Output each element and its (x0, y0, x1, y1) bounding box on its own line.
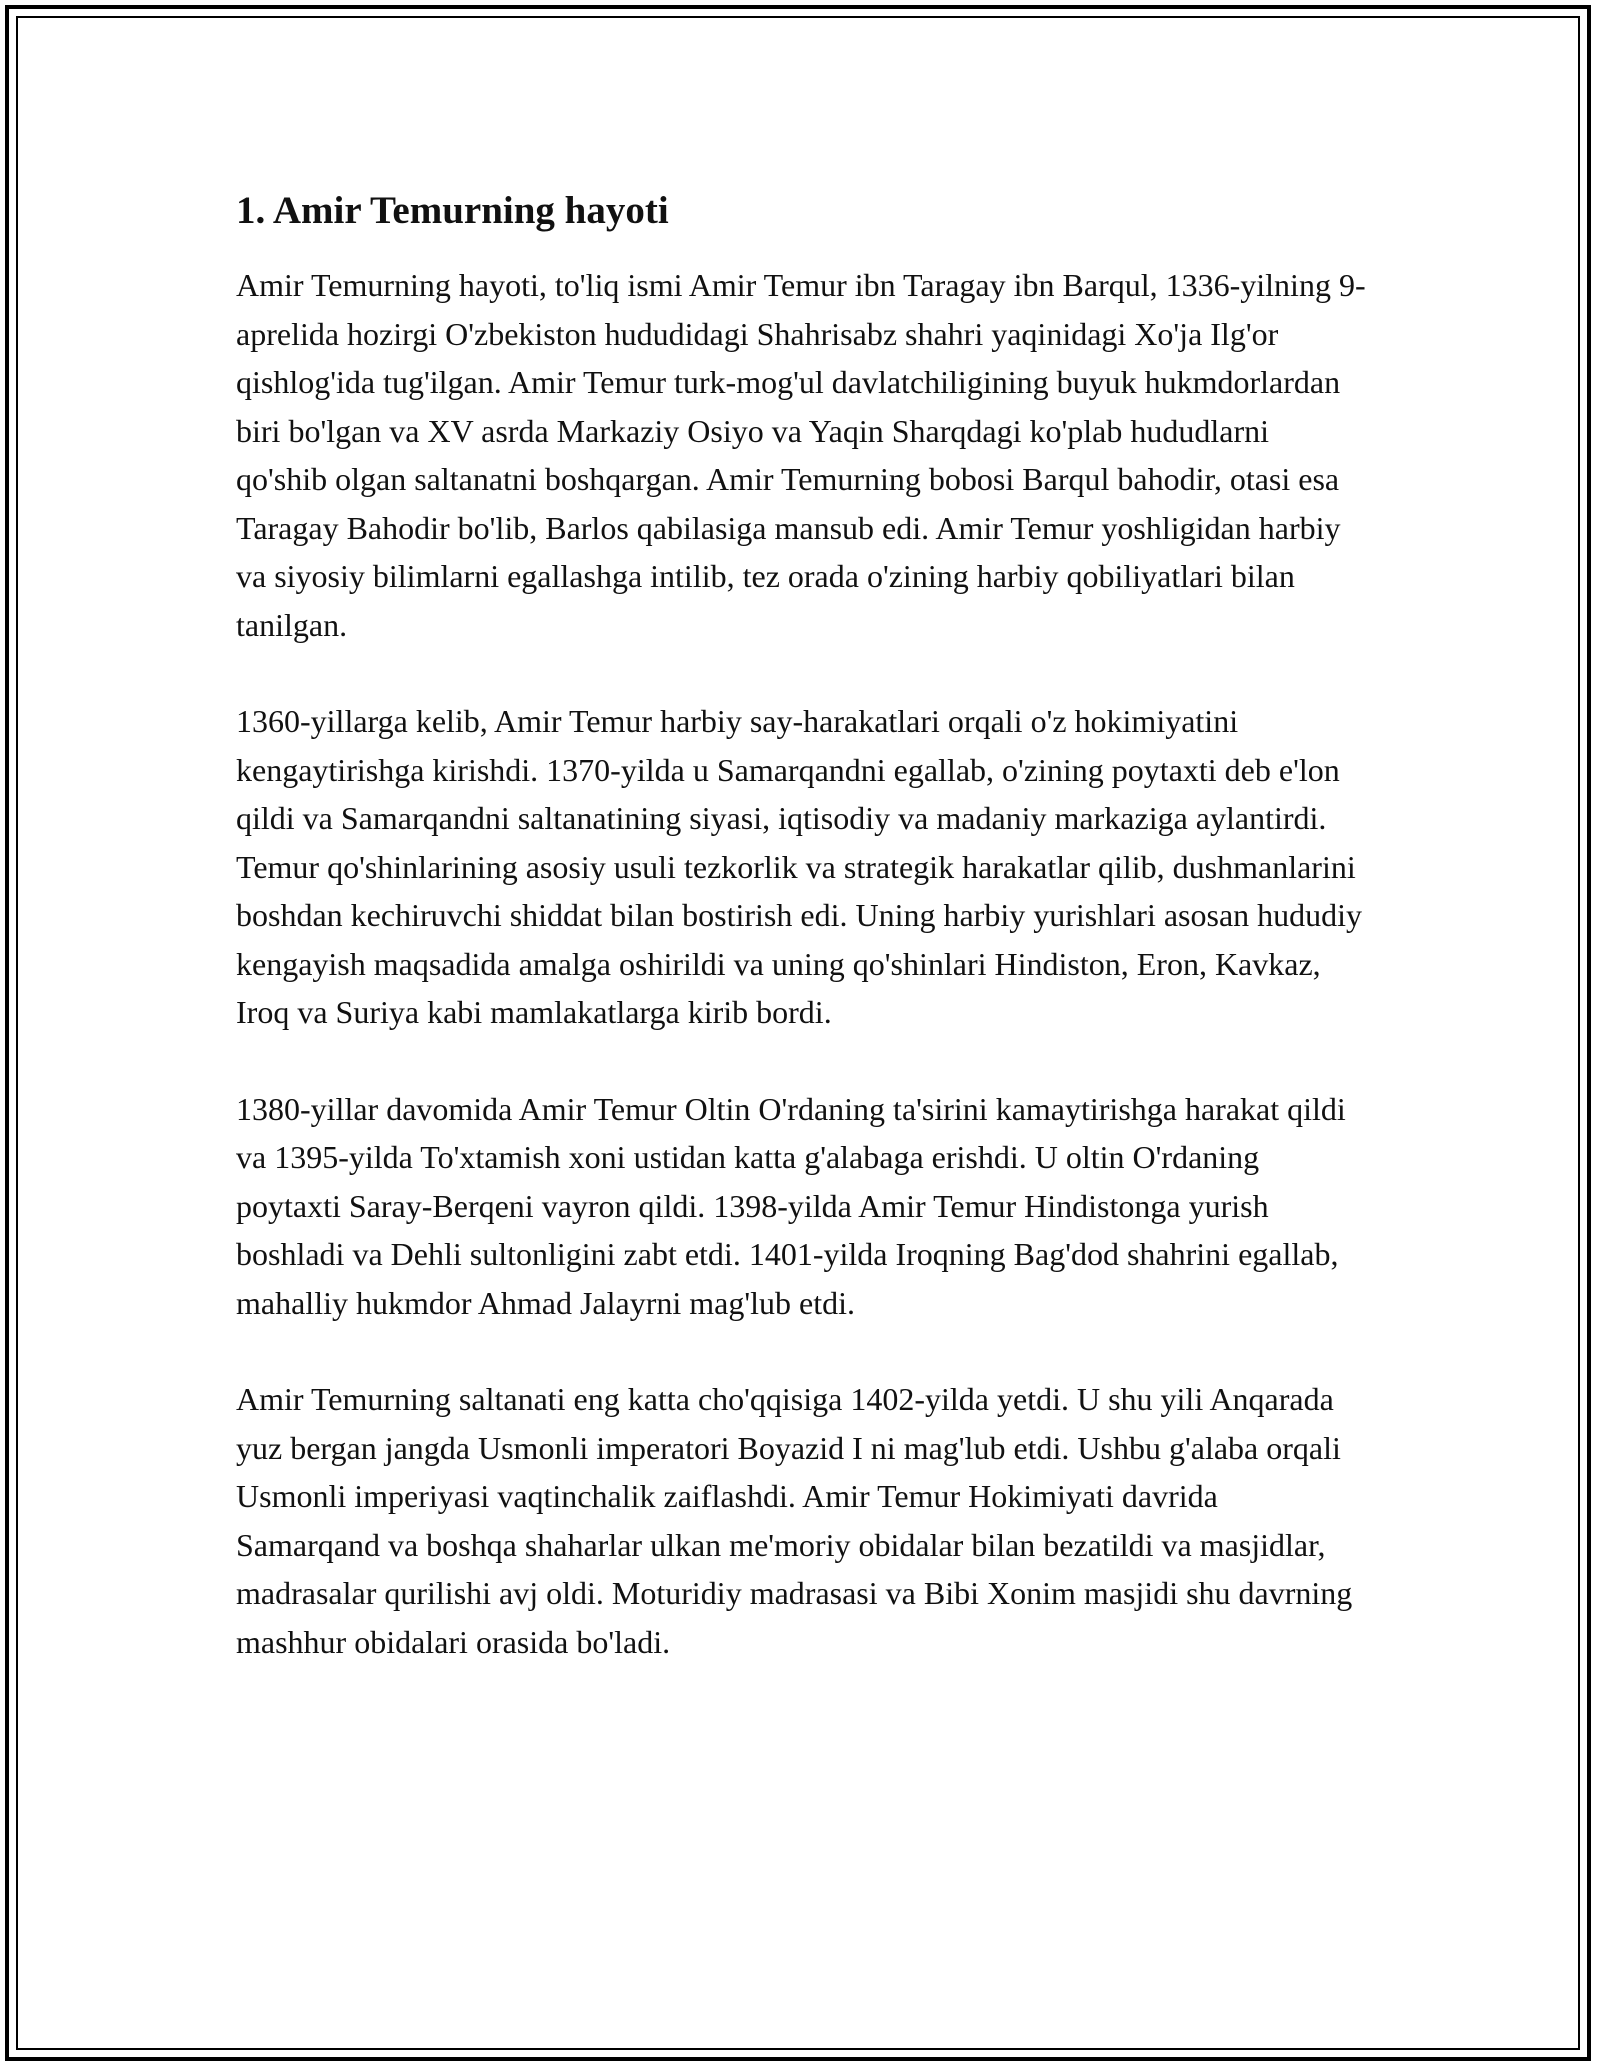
paragraph-3: 1380-yillar davomida Amir Temur Oltin O'rdaning ta'sirini kamaytirishga harakat qildi va 1395-yilda To'xtamish xoni ustidan katta g'alabaga erishdi. U oltin O'rdaning poytaxti Saray-Berqeni vayron qildi. 1398-yilda Amir Temur Hindistonga yurish boshladi va Dehli sultonligini zabt etdi. 1401-yilda Iroqning Bag'dod shahrini egallab, mahalliy hukmdor Ahmad Jalayrni mag'lub etdi. (236, 1090, 1346, 1321)
paragraph-2: 1360-yillarga kelib, Amir Temur harbiy say-harakatlari orqali o'z hokimiyatini kengaytirishga kirishdi. 1370-yilda u Samarqandni egallab, o'zining poytaxti deb e'lon qildi va Samarqandni saltanatining siyasi, iqtisodiy va madaniy markaziga aylantirdi. Temur qo'shinlarining asosiy usuli tezkorlik va strategik harakatlar qilib, dushmanlarini boshdan kechiruvchi shiddat bilan bostirish edi. Uning harbiy yurishlari asosan hududiy kengayish maqsadida amalga oshirildi va uning qo'shinlari Hindiston, Eron, Kavkaz, Iroq va Suriya kabi mamlakatlarga kirib bordi. (236, 703, 1363, 1030)
paragraph-1: Amir Temurning hayoti, to'liq ismi Amir Temur ibn Taragay ibn Barqul, 1336-yilning 9-aprelida hozirgi O'zbekiston hududidagi Shahrisabz shahri yaqinidagi Xo'ja Ilg'or qishlog'ida tug'ilgan. Amir Temur turk-mog'ul davlatchiligining buyuk hukmdorlardan biri bo'lgan va XV asrda Markaziy Osiyo va Yaqin Sharqdagi ko'plab hududlarni qo'shib olgan saltanatni boshqargan. Amir Temurning bobosi Barqul bahodir, otasi esa Taragay Bahodir bo'lib, Barlos qabilasiga mansub edi. Amir Temur yoshligidan harbiy va siyosiy bilimlarni egallashga intilib, tez orada o'zining harbiy qobiliyatlari bilan tanilgan. (236, 267, 1366, 643)
section-heading: 1. Amir Temurning hayoti (236, 189, 669, 232)
document-body (236, 185, 1366, 1714)
paragraph-4: Amir Temurning saltanati eng katta cho'qqisiga 1402-yilda yetdi. U shu yili Anqarada yuz bergan jangda Usmonli imperatori Boyazid I ni mag'lub etdi. Ushbu g'alaba orqali Usmonli imperiyasi vaqtinchalik zaiflashdi. Amir Temur Hokimiyati davrida Samarqand va boshqa shaharlar ulkan me'moriy obidalar bilan bezatildi va masjidlar, madrasalar qurilishi avj oldi. Moturidiy madrasasi va Bibi Xonim masjidi shu davrning mashhur obidalari orasida bo'ladi. (236, 1381, 1353, 1660)
